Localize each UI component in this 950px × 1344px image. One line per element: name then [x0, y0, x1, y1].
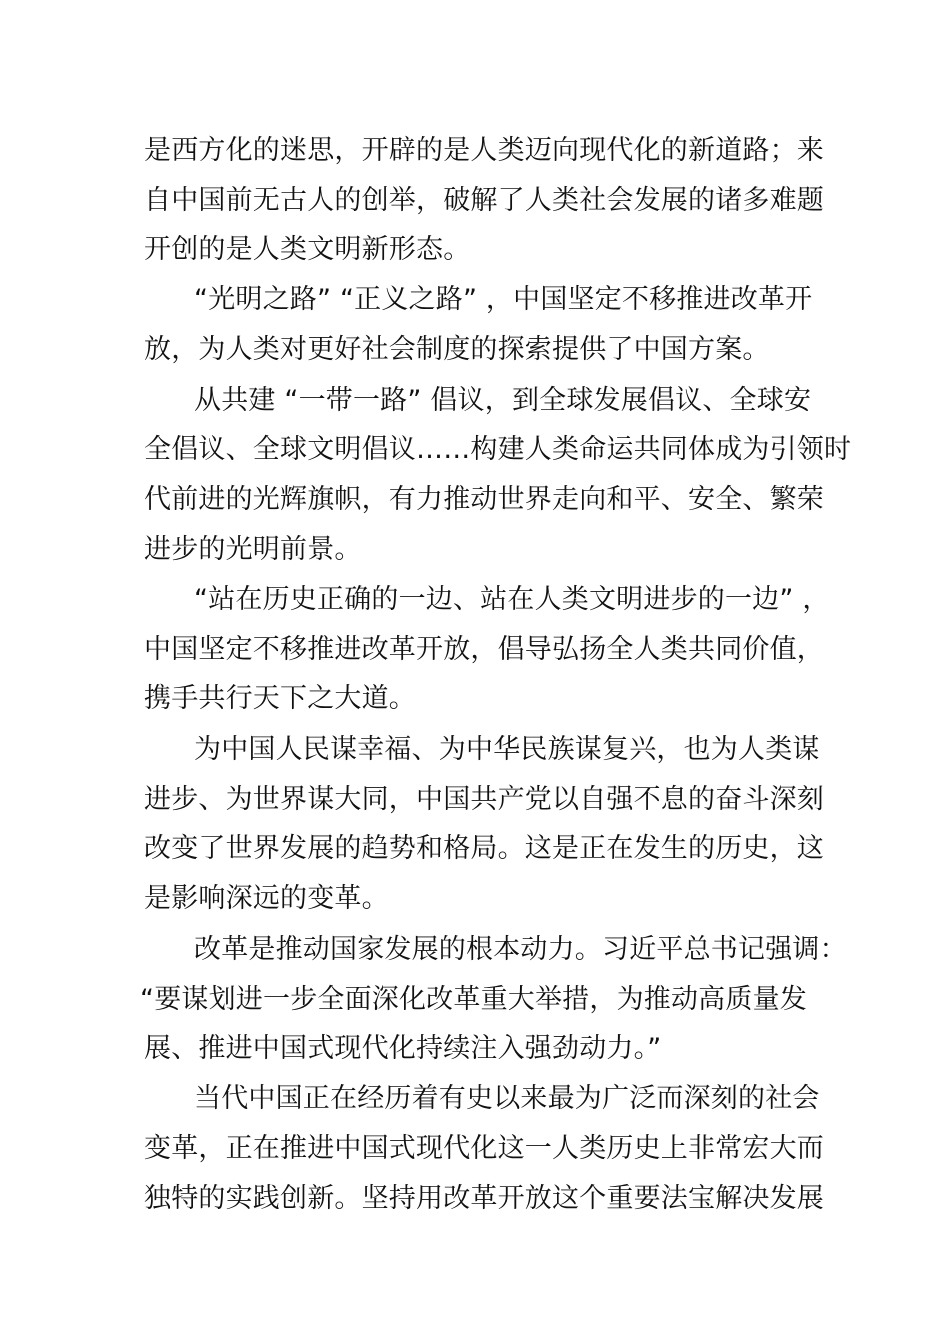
paragraph-first-line: 当代中国正在经历着有史以来最为广泛而深刻的社会	[194, 1083, 820, 1114]
text-line: 变革，正在推进中国式现代化这一人类历史上非常宏大而	[144, 1133, 824, 1164]
paragraph-first-line: 为中国人民谋幸福、为中华民族谋复兴，也为人类谋	[194, 734, 820, 765]
text-line: 代前进的光辉旗帜，有力推动世界走向和平、安全、繁荣	[144, 484, 824, 515]
text-line: 独特的实践创新。坚持用改革开放这个重要法宝解决发展	[144, 1183, 824, 1214]
paragraph-first-line: “站在历史正确的一边、站在人类文明进步的一边” ，	[194, 584, 830, 615]
paragraph-first-line: “光明之路” “正义之路” ，中国坚定不移推进改革开	[194, 284, 813, 315]
text-line: “要谋划进一步全面深化改革重大举措，为推动高质量发	[140, 984, 807, 1015]
text-line: 展、推进中国式现代化持续注入强劲动力。”	[144, 1033, 662, 1064]
text-line: 携手共行天下之大道。	[144, 683, 416, 714]
text-line: 是影响深远的变革。	[144, 883, 389, 914]
text-line: 放，为人类对更好社会制度的探索提供了中国方案。	[144, 334, 770, 365]
text-line: 全倡议、全球文明倡议……构建人类命运共同体成为引领时	[144, 434, 852, 465]
text-line: 开创的是人类文明新形态。	[144, 234, 471, 265]
text-line: 改变了世界发展的趋势和格局。这是正在发生的历史，这	[144, 833, 824, 864]
text-line: 中国坚定不移推进改革开放，倡导弘扬全人类共同价值，	[144, 634, 824, 665]
text-line: 自中国前无古人的创举，破解了人类社会发展的诸多难题	[144, 185, 824, 216]
text-line: 进步的光明前景。	[144, 534, 362, 565]
text-line: 进步、为世界谋大同，中国共产党以自强不息的奋斗深刻	[144, 784, 824, 815]
text-line: 是西方化的迷思，开辟的是人类迈向现代化的新道路；来	[144, 135, 824, 166]
paragraph-first-line: 从共建 “一带一路” 倡议，到全球发展倡议、全球安	[194, 385, 812, 416]
paragraph-first-line: 改革是推动国家发展的根本动力。习近平总书记强调：	[194, 934, 847, 965]
